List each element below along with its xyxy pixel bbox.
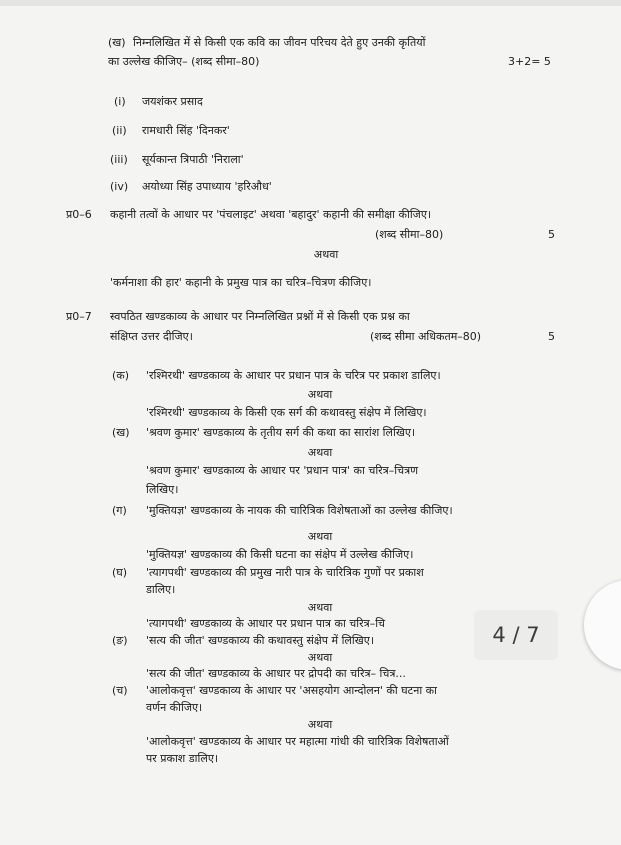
q5b-line1: निम्नलिखित में से किसी एक कवि का जीवन परिचय देते हुए उनकी कृतियों <box>133 36 426 49</box>
q7e-label: (ङ) <box>112 634 128 647</box>
q7e-question: 'सत्य की जीत' खण्डकाव्य की कथावस्तु संक्षेप में लिखिए। <box>146 634 374 647</box>
q7c-question: 'मुक्तियज्ञ' खण्डकाव्य के नायक की चारित्रिक विशेषताओं का उल्लेख कीजिए। <box>146 504 453 517</box>
q5b-option-text: रामधारी सिंह 'दिनकर' <box>142 124 230 137</box>
q6-word-limit: (शब्द सीमा–80) <box>375 228 444 241</box>
q6-label: प्र0–6 <box>66 208 92 221</box>
q7d-question-line1: 'त्यागपथी' खण्डकाव्य की प्रमुख नारी पात्र के चारित्रिक गुणों पर प्रकाश <box>146 566 424 579</box>
q7-line2: संक्षिप्त उत्तर दीजिए। <box>110 330 193 343</box>
q7a-question: 'रश्मिरथी' खण्डकाव्य के आधार पर प्रधान पात्र के चरित्र पर प्रकाश डालिए। <box>146 369 441 382</box>
floating-action-button[interactable] <box>584 580 621 670</box>
q5b-option-text: सूर्यकान्त त्रिपाठी 'निराला' <box>142 153 244 166</box>
q5b-option-text: जयशंकर प्रसाद <box>142 95 203 108</box>
q7f-question-line2: वर्णन कीजिए। <box>146 701 203 714</box>
q6-marks: 5 <box>548 228 555 241</box>
q7c-alt: 'मुक्तियज्ञ' खण्डकाव्य की किसी घटना का संक्षेप में उल्लेख कीजिए। <box>146 548 414 561</box>
page-top-edge <box>0 0 621 6</box>
page-indicator: 4 / 7 <box>492 623 540 647</box>
q7f-alt-line2: पर प्रकाश डालिए। <box>146 752 219 765</box>
q7d-alt: 'त्यागपथी' खण्डकाव्य के आधार पर प्रधान पात्र का चरित्र–चि <box>146 617 386 630</box>
q5b-option-num: (ii) <box>112 124 127 137</box>
q6-or: अथवा <box>313 248 339 261</box>
q7a-or: अथवा <box>307 388 333 401</box>
q7b-or: अथवा <box>307 446 333 459</box>
q7-line1: स्वपठित खण्डकाव्य के आधार पर निम्नलिखित प्रश्नों में से किसी एक प्रश्न का <box>110 310 410 323</box>
q7b-alt-line2: लिखिए। <box>146 483 179 496</box>
q7b-question: 'श्रवण कुमार' खण्डकाव्य के तृतीय सर्ग की कथा का सारांश लिखिए। <box>146 426 416 439</box>
q5b-marks: 3+2= 5 <box>508 55 551 68</box>
q7a-label: (क) <box>112 369 130 382</box>
q5b-option-num: (i) <box>114 95 126 108</box>
q7f-alt-line1: 'आलोकवृत्त' खण्डकाव्य के आधार पर महात्मा गांधी की चारित्रिक विशेषताओं <box>146 735 449 748</box>
q7-word-limit: (शब्द सीमा अधिकतम–80) <box>370 330 482 343</box>
q7e-or: अथवा <box>307 651 333 664</box>
q7f-question-line1: 'आलोकवृत्त' खण्डकाव्य के आधार पर 'असहयोग आन्दोलन' की घटना का <box>146 684 437 697</box>
q7-marks: 5 <box>548 330 555 343</box>
q5b-option-num: (iv) <box>110 180 129 193</box>
q7b-label: (ख) <box>112 426 130 439</box>
q7d-label: (घ) <box>112 566 128 579</box>
q7c-label: (ग) <box>112 504 127 517</box>
q7f-or: अथवा <box>307 718 333 731</box>
q7f-label: (च) <box>112 684 128 697</box>
q7d-question-line2: डालिए। <box>146 583 176 596</box>
q5b-label: (ख) <box>108 36 126 49</box>
q7b-alt-line1: 'श्रवण कुमार' खण्डकाव्य के आधार पर 'प्रधान पात्र' का चरित्र–चित्रण <box>146 464 419 477</box>
q7-label: प्र0–7 <box>66 310 92 323</box>
q5b-option-num: (iii) <box>110 153 128 166</box>
q5b-line2: का उल्लेख कीजिए– (शब्द सीमा–80) <box>108 55 260 68</box>
q5b-option-text: अयोध्या सिंह उपाध्याय 'हरिऔध' <box>142 180 272 193</box>
q7e-alt: 'सत्य की जीत' खण्डकाव्य के आधार पर द्रोपदी का चरित्र– चित्र... <box>146 667 406 680</box>
q7d-or: अथवा <box>307 601 333 614</box>
q6-line1: कहानी तत्वों के आधार पर 'पंचलाइट' अथवा 'बहादुर' कहानी की समीक्षा कीजिए। <box>110 208 432 221</box>
q7c-or: अथवा <box>307 530 333 543</box>
q6-alt: 'कर्मनाशा की हार' कहानी के प्रमुख पात्र का चरित्र–चित्रण कीजिए। <box>110 276 372 289</box>
q7a-alt: 'रश्मिरथी' खण्डकाव्य के किसी एक सर्ग की कथावस्तु संक्षेप में लिखिए। <box>146 406 427 419</box>
